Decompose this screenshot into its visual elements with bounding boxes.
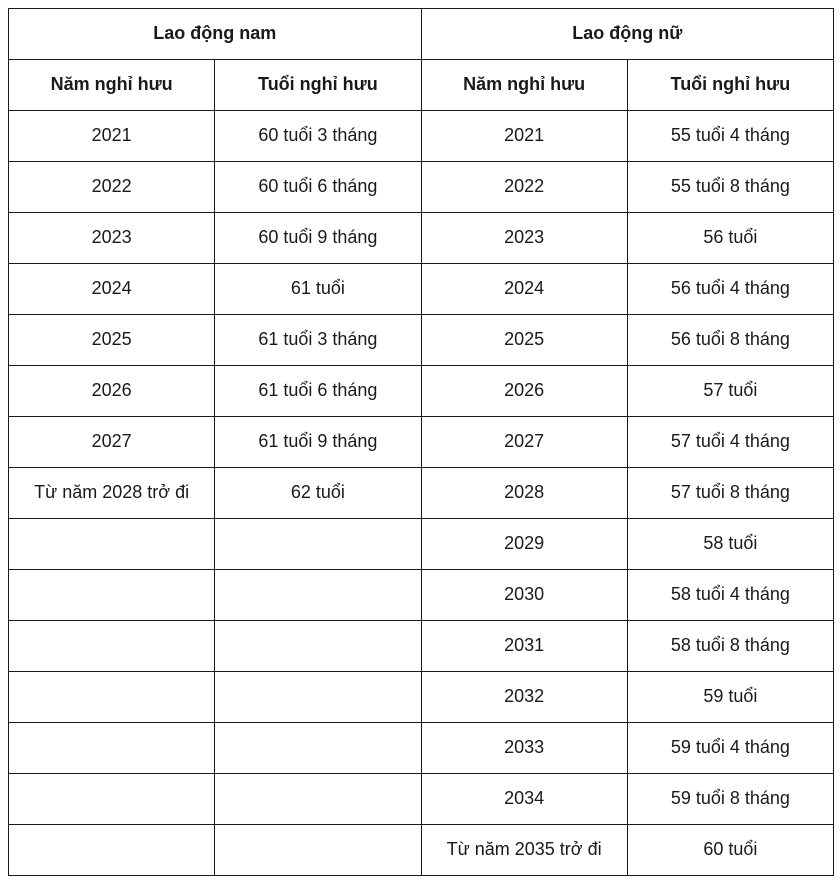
male-age-cell: [215, 825, 421, 876]
female-age-cell: 56 tuổi 8 tháng: [627, 315, 833, 366]
male-age-cell: [215, 774, 421, 825]
female-age-cell: 58 tuổi: [627, 519, 833, 570]
male-age-cell: 60 tuổi 3 tháng: [215, 111, 421, 162]
group-header-male: Lao động nam: [9, 9, 422, 60]
male-year-cell: [9, 774, 215, 825]
female-age-cell: 55 tuổi 8 tháng: [627, 162, 833, 213]
female-year-cell: 2026: [421, 366, 627, 417]
male-year-cell: 2022: [9, 162, 215, 213]
female-year-cell: 2028: [421, 468, 627, 519]
table-row: [9, 111, 834, 162]
female-year-cell: 2024: [421, 264, 627, 315]
male-age-cell: [215, 621, 421, 672]
group-header-row: [9, 9, 834, 60]
male-age-cell: 61 tuổi 9 tháng: [215, 417, 421, 468]
female-year-cell: 2029: [421, 519, 627, 570]
table-row: [9, 621, 834, 672]
table-row: [9, 162, 834, 213]
female-age-cell: 58 tuổi 8 tháng: [627, 621, 833, 672]
female-age-cell: 59 tuổi: [627, 672, 833, 723]
male-year-cell: [9, 672, 215, 723]
column-header-female-year: Năm nghỉ hưu: [421, 60, 627, 111]
male-year-cell: 2024: [9, 264, 215, 315]
male-year-cell: [9, 825, 215, 876]
male-age-cell: [215, 672, 421, 723]
table-row: [9, 213, 834, 264]
female-age-cell: 57 tuổi: [627, 366, 833, 417]
female-year-cell: 2032: [421, 672, 627, 723]
table-row: [9, 672, 834, 723]
female-year-cell: Từ năm 2035 trở đi: [421, 825, 627, 876]
female-age-cell: 59 tuổi 8 tháng: [627, 774, 833, 825]
column-header-male-age: Tuổi nghỉ hưu: [215, 60, 421, 111]
table-row: [9, 417, 834, 468]
male-year-cell: [9, 519, 215, 570]
group-header-female: Lao động nữ: [421, 9, 834, 60]
female-year-cell: 2033: [421, 723, 627, 774]
male-year-cell: Từ năm 2028 trở đi: [9, 468, 215, 519]
male-year-cell: [9, 621, 215, 672]
table-row: [9, 825, 834, 876]
table-row: [9, 468, 834, 519]
female-age-cell: 56 tuổi 4 tháng: [627, 264, 833, 315]
male-age-cell: [215, 570, 421, 621]
column-header-male-year: Năm nghỉ hưu: [9, 60, 215, 111]
male-year-cell: [9, 570, 215, 621]
table-row: [9, 723, 834, 774]
male-age-cell: 62 tuổi: [215, 468, 421, 519]
male-age-cell: [215, 519, 421, 570]
female-year-cell: 2025: [421, 315, 627, 366]
female-age-cell: 59 tuổi 4 tháng: [627, 723, 833, 774]
column-header-row: [9, 60, 834, 111]
female-age-cell: 55 tuổi 4 tháng: [627, 111, 833, 162]
table-row: [9, 264, 834, 315]
male-age-cell: 61 tuổi 6 tháng: [215, 366, 421, 417]
female-year-cell: 2030: [421, 570, 627, 621]
female-year-cell: 2027: [421, 417, 627, 468]
table-row: [9, 519, 834, 570]
male-age-cell: 60 tuổi 6 tháng: [215, 162, 421, 213]
female-age-cell: 58 tuổi 4 tháng: [627, 570, 833, 621]
retirement-age-table: [8, 8, 834, 876]
table-row: [9, 366, 834, 417]
table-row: [9, 774, 834, 825]
column-header-female-age: Tuổi nghỉ hưu: [627, 60, 833, 111]
female-year-cell: 2031: [421, 621, 627, 672]
male-age-cell: 60 tuổi 9 tháng: [215, 213, 421, 264]
male-year-cell: 2027: [9, 417, 215, 468]
table-row: [9, 570, 834, 621]
female-age-cell: 57 tuổi 8 tháng: [627, 468, 833, 519]
male-age-cell: [215, 723, 421, 774]
male-year-cell: [9, 723, 215, 774]
male-age-cell: 61 tuổi: [215, 264, 421, 315]
female-year-cell: 2021: [421, 111, 627, 162]
female-age-cell: 60 tuổi: [627, 825, 833, 876]
male-age-cell: 61 tuổi 3 tháng: [215, 315, 421, 366]
female-year-cell: 2023: [421, 213, 627, 264]
male-year-cell: 2026: [9, 366, 215, 417]
male-year-cell: 2021: [9, 111, 215, 162]
female-age-cell: 56 tuổi: [627, 213, 833, 264]
male-year-cell: 2023: [9, 213, 215, 264]
female-year-cell: 2022: [421, 162, 627, 213]
retirement-table-body: [9, 9, 834, 876]
female-year-cell: 2034: [421, 774, 627, 825]
table-row: [9, 315, 834, 366]
male-year-cell: 2025: [9, 315, 215, 366]
female-age-cell: 57 tuổi 4 tháng: [627, 417, 833, 468]
